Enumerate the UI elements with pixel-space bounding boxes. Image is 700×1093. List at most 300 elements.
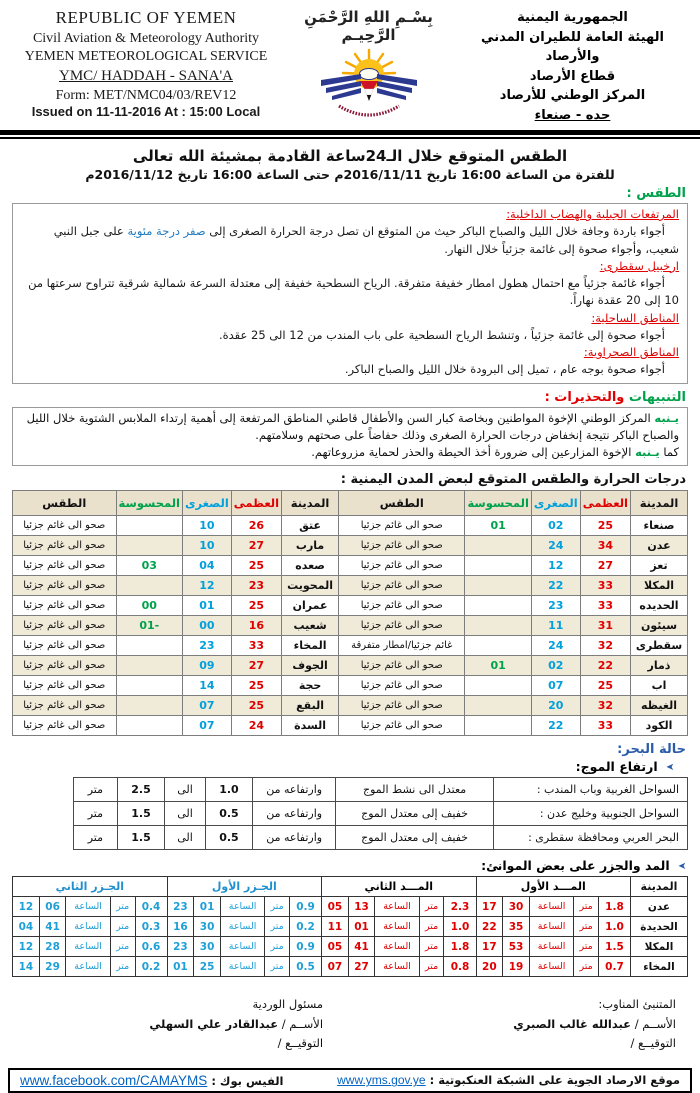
- temps-row: [13, 656, 688, 676]
- temps-cell-min: 24: [531, 636, 580, 656]
- temps-cell-city: سيئون: [631, 616, 688, 636]
- tide-minute: 30: [194, 937, 221, 957]
- tide-hour: 23: [167, 937, 194, 957]
- temps-cell-weather: صحو الى غائم جزئيا: [13, 596, 117, 616]
- temps-cell-max: 33: [580, 716, 630, 736]
- tide-height-m: 0.5: [290, 957, 322, 977]
- tide-meter-label: متر: [574, 937, 599, 957]
- facebook-link[interactable]: www.facebook.com/CAMAYMS: [20, 1072, 208, 1088]
- temps-cell-weather: صحو الى غائم جزئيا: [13, 536, 117, 556]
- temps-header-max: العظمى: [231, 491, 281, 516]
- sea-row: [74, 826, 688, 850]
- tide-hour-label: الساعة: [529, 917, 573, 937]
- temps-cell-max: 33: [231, 636, 281, 656]
- tide-hour-label: الساعة: [66, 917, 110, 937]
- temps-cell-min: 10: [182, 536, 231, 556]
- temps-cell-city: الحديده: [631, 596, 688, 616]
- temps-cell-weather: صحو الى غائم جزئيا: [339, 536, 465, 556]
- tide-meter-label: متر: [265, 937, 290, 957]
- shift-sign-label: التوقيــع /: [277, 1036, 324, 1051]
- temps-cell-weather: صحو الى غائم جزئيا: [339, 676, 465, 696]
- temps-cell-max: 27: [231, 656, 281, 676]
- temps-cell-max: 25: [231, 556, 281, 576]
- tide-hour-label: الساعة: [375, 917, 419, 937]
- wave-height-table: [73, 777, 688, 850]
- tide-height-m: 0.9: [290, 897, 322, 917]
- shift-supervisor-signature-block: [24, 995, 363, 1054]
- tide-height-m: 1.5: [598, 937, 630, 957]
- forecaster-sign-label: التوقيــع /: [630, 1036, 676, 1051]
- sea-region-name: السواحل الغربية وباب المندب :: [494, 778, 688, 802]
- temps-cell-max: 34: [580, 536, 630, 556]
- weather-section-label: الطقس :: [626, 186, 686, 201]
- tide-hour-label: الساعة: [66, 897, 110, 917]
- temps-cell-city: شعيب: [282, 616, 339, 636]
- temps-cell-weather: صحو الى غائم جزئيا: [339, 696, 465, 716]
- temps-cell-city: الكود: [631, 716, 688, 736]
- temps-row: [13, 676, 688, 696]
- sea-unit: متر: [74, 778, 118, 802]
- sea-height-from: 0.5: [205, 802, 253, 826]
- temps-header-min: الصغرى: [182, 491, 231, 516]
- sea-to-word: الى: [165, 802, 205, 826]
- tide-city-name: عدن: [631, 897, 688, 917]
- temps-cell-min: 01: [182, 596, 231, 616]
- temps-cell-min: 11: [531, 616, 580, 636]
- tide-meter-label: متر: [265, 917, 290, 937]
- shift-name-line: [24, 1015, 323, 1035]
- tide-header-group: الجـزر الثاني: [13, 877, 168, 897]
- tide-meter-label: متر: [574, 957, 599, 977]
- temps-cell-max: 25: [231, 696, 281, 716]
- temps-cell-weather: غائم جزئيا/امطار متفرقة: [339, 636, 465, 656]
- temps-cell-max: 31: [580, 616, 630, 636]
- temps-cell-feels: [465, 536, 531, 556]
- tide-meter-label: متر: [574, 917, 599, 937]
- temps-header-city: المدينة: [631, 491, 688, 516]
- temps-cell-weather: صحو الى غائم جزئيا: [13, 676, 117, 696]
- temps-header-max: العظمى: [580, 491, 630, 516]
- temps-cell-city: عدن: [631, 536, 688, 556]
- sea-to-word: الى: [165, 826, 205, 850]
- sea-state-description: خفيف إلى معتدل الموج: [336, 802, 494, 826]
- tide-height-m: 0.7: [598, 957, 630, 977]
- tide-hour: 12: [13, 897, 40, 917]
- tide-hour-label: الساعة: [220, 937, 264, 957]
- tide-meter-label: متر: [419, 897, 444, 917]
- temps-cell-weather: صحو الى غائم جزئيا: [13, 716, 117, 736]
- tide-hour-label: الساعة: [220, 917, 264, 937]
- temps-header-weather: الطقس: [339, 491, 465, 516]
- temps-cell-min: 12: [531, 556, 580, 576]
- tide-row: [13, 957, 688, 977]
- tide-hour: 22: [476, 917, 503, 937]
- footer-links-bar: [8, 1068, 692, 1093]
- temps-cell-weather: صحو الى غائم جزئيا: [13, 576, 117, 596]
- tide-minute: 25: [194, 957, 221, 977]
- issued-datetime: Issued on 11-11-2016 At : 15:00 Local: [31, 104, 261, 119]
- temps-cell-max: 33: [580, 576, 630, 596]
- tide-meter-label: متر: [419, 937, 444, 957]
- tide-hour-label: الساعة: [220, 957, 264, 977]
- temps-cell-min: 23: [531, 596, 580, 616]
- tide-header-group: المـــد الأول: [476, 877, 630, 897]
- tide-hour: 17: [476, 937, 503, 957]
- bismillah-calligraphy: بِسْـمِ اللهِ الرَّحْمَنِ الرَّحِيـم: [304, 8, 433, 44]
- english-header: [10, 8, 282, 119]
- temps-cell-city: صعده: [282, 556, 339, 576]
- arrow-bullet-icon: ➤: [665, 762, 674, 774]
- tide-height-m: 1.8: [598, 897, 630, 917]
- temps-cell-max: 27: [231, 536, 281, 556]
- sea-row: [74, 778, 688, 802]
- temps-cell-city: البقع: [282, 696, 339, 716]
- temps-header-row: [13, 491, 688, 516]
- temps-cell-feels: 01: [465, 656, 531, 676]
- desert-heading: المناطق الصحراوية:: [583, 345, 679, 359]
- temps-row: [13, 636, 688, 656]
- temperatures-title: درجات الحرارة والطقس المتوقع لبعض المدن اليمنية :: [340, 472, 686, 488]
- temps-cell-city: الغيظه: [631, 696, 688, 716]
- tide-meter-label: متر: [574, 897, 599, 917]
- notify-word-1: يـنبه: [654, 410, 679, 425]
- temps-cell-city: المكلا: [631, 576, 688, 596]
- socotra-heading: ارخبيل سقطرى:: [599, 258, 679, 273]
- temps-cell-weather: صحو الى غائم جزئيا: [339, 656, 465, 676]
- tide-city-name: المخاء: [631, 957, 688, 977]
- tide-hour: 23: [167, 897, 194, 917]
- temps-cell-city: حجة: [282, 676, 339, 696]
- service-name-en: YEMEN METEOROLOGICAL SERVICE: [24, 49, 268, 64]
- temps-cell-feels: 00: [116, 596, 182, 616]
- tide-hour: 05: [322, 937, 349, 957]
- temps-cell-max: 25: [231, 596, 281, 616]
- temps-header-feels: المحسوسة: [465, 491, 531, 516]
- temps-cell-weather: صحو الى غائم جزئيا: [13, 636, 117, 656]
- temps-cell-min: 23: [182, 636, 231, 656]
- temps-cell-max: 23: [231, 576, 281, 596]
- sea-height-to: 1.5: [117, 802, 165, 826]
- temps-cell-feels: -01: [116, 616, 182, 636]
- temps-cell-feels: 01: [465, 516, 531, 536]
- tide-minute: 29: [39, 957, 66, 977]
- tide-height-m: 1.0: [444, 917, 476, 937]
- tide-hour-label: الساعة: [66, 957, 110, 977]
- tide-minute: 19: [503, 957, 530, 977]
- temps-cell-min: 02: [531, 656, 580, 676]
- tides-label: المد والجزر على بعض الموانئ:: [481, 858, 670, 874]
- temps-cell-feels: [116, 576, 182, 596]
- sea-height-prefix: وارتفاعه من: [253, 826, 336, 850]
- tide-minute: 01: [194, 897, 221, 917]
- temps-cell-max: 25: [231, 676, 281, 696]
- temps-cell-max: 27: [580, 556, 630, 576]
- tide-row: [13, 937, 688, 957]
- temps-cell-feels: [465, 716, 531, 736]
- temps-cell-min: 07: [182, 716, 231, 736]
- tide-hour-label: الساعة: [375, 897, 419, 917]
- notify-word-2: يـنبه: [635, 445, 660, 459]
- shift-role: مسئول الوردية: [252, 997, 324, 1012]
- tide-minute: 30: [503, 897, 530, 917]
- arrow-bullet-icon: ➤: [677, 861, 686, 873]
- temps-row: [13, 696, 688, 716]
- signatures: [0, 977, 700, 1058]
- temps-cell-max: 24: [231, 716, 281, 736]
- temps-cell-max: 25: [580, 676, 630, 696]
- forecaster-name: عبدالله غالب الصبري: [513, 1016, 632, 1031]
- warning-farmers: [21, 444, 679, 461]
- tide-hour: 07: [322, 957, 349, 977]
- temps-cell-weather: صحو الى غائم جزئيا: [339, 616, 465, 636]
- coastal-heading: المناطق الساحلية:: [591, 310, 679, 325]
- warnings-box: [12, 407, 688, 467]
- temps-cell-min: 07: [182, 696, 231, 716]
- meteorology-authority-logo: [317, 48, 421, 124]
- temps-cell-min: 00: [182, 616, 231, 636]
- temps-cell-min: 20: [531, 696, 580, 716]
- desert-forecast: أجواء صحوة بوجه عام ، تميل إلى البرودة خلال الليل والصباح الباكر.: [344, 362, 665, 377]
- tide-height-m: 0.2: [290, 917, 322, 937]
- notify-prefix-2: كما: [659, 445, 679, 459]
- temps-cell-city: عمران: [282, 596, 339, 616]
- tide-hour: 17: [476, 897, 503, 917]
- tide-hour-label: الساعة: [529, 957, 573, 977]
- temps-cell-weather: صحو الى غائم جزئيا: [13, 616, 117, 636]
- name-label: الأســم /: [634, 1016, 676, 1031]
- forecaster-role: المتنبئ المناوب:: [598, 997, 676, 1012]
- tide-height-m: 1.0: [598, 917, 630, 937]
- mountains-text-after: على جبل النبي شعيب، وأجواء صحوة إلى غائمة جزئياً خلال النهار.: [53, 224, 679, 256]
- tide-height-m: 0.9: [290, 937, 322, 957]
- tide-hour: 04: [13, 917, 40, 937]
- forecast-period: للفترة من الساعة 16:00 تاريخ 2016/11/11م حتى الساعة 16:00 تاريخ 2016/11/12م: [85, 167, 615, 182]
- tide-header-row: [13, 877, 688, 897]
- temps-cell-max: 22: [580, 656, 630, 676]
- tide-meter-label: متر: [110, 937, 135, 957]
- tide-height-m: 1.8: [444, 937, 476, 957]
- temps-cell-feels: [465, 576, 531, 596]
- document-header: [0, 0, 700, 128]
- tide-hour-label: الساعة: [375, 937, 419, 957]
- temps-cell-city: المخاء: [282, 636, 339, 656]
- tides-subtitle: [0, 858, 700, 873]
- tide-hour: 12: [13, 937, 40, 957]
- temps-cell-min: 12: [182, 576, 231, 596]
- tide-minute: 30: [194, 917, 221, 937]
- country-name-ar: الجمهورية اليمنية: [517, 10, 628, 25]
- facebook-group: [20, 1073, 284, 1088]
- temps-header-weather: الطقس: [13, 491, 117, 516]
- zero-celsius-highlight: صفر درجة مئوية: [127, 224, 206, 239]
- tide-header-group: المـــد الثاني: [322, 877, 476, 897]
- header-center: [282, 8, 455, 128]
- tide-hour: 11: [322, 917, 349, 937]
- tide-meter-label: متر: [110, 897, 135, 917]
- tide-hour-label: الساعة: [529, 937, 573, 957]
- temps-cell-feels: 03: [116, 556, 182, 576]
- sea-height-to: 2.5: [117, 778, 165, 802]
- sea-state-description: خفيف إلى معتدل الموج: [336, 826, 494, 850]
- temps-header-min: الصغرى: [531, 491, 580, 516]
- temps-cell-min: 22: [531, 576, 580, 596]
- temps-cell-min: 14: [182, 676, 231, 696]
- temps-cell-min: 24: [531, 536, 580, 556]
- temps-cell-feels: [116, 656, 182, 676]
- temps-cell-min: 02: [531, 516, 580, 536]
- facebook-label: الفيس بوك :: [211, 1073, 284, 1088]
- temps-cell-feels: [116, 716, 182, 736]
- temps-cell-weather: صحو الى غائم جزئيا: [339, 556, 465, 576]
- sea-unit: متر: [74, 826, 118, 850]
- authority-name-ar: الهيئة العامة للطيران المدني والأرصاد: [481, 29, 664, 64]
- warning-farmers-text: الإخوة المزارعين إلى ضرورة أخذ الحيطة والحذر لحماية مزروعاتهم.: [311, 445, 636, 459]
- temps-cell-feels: [465, 636, 531, 656]
- temps-cell-weather: صحو الى غائم جزئيا: [339, 596, 465, 616]
- tide-header-group: الجـزر الأول: [167, 877, 321, 897]
- temps-cell-city: المحويت: [282, 576, 339, 596]
- temps-cell-city: الجوف: [282, 656, 339, 676]
- sea-unit: متر: [74, 802, 118, 826]
- temps-cell-feels: [465, 696, 531, 716]
- sea-region-name: البحر العربي ومحافظة سقطرى :: [494, 826, 688, 850]
- sector-name-ar: قطاع الأرصاد: [529, 68, 616, 84]
- temps-row: [13, 716, 688, 736]
- forecaster-name-line: [363, 1015, 676, 1035]
- temps-cell-city: اب: [631, 676, 688, 696]
- sea-height-prefix: وارتفاعه من: [253, 802, 336, 826]
- tide-height-m: 0.2: [135, 957, 167, 977]
- temps-row: [13, 576, 688, 596]
- temps-cell-min: 07: [531, 676, 580, 696]
- tide-meter-label: متر: [419, 957, 444, 977]
- website-label: موقع الارصاد الجوية على الشبكة العنكبوتية :: [429, 1073, 680, 1088]
- sea-height-to: 1.5: [117, 826, 165, 850]
- temps-cell-min: 09: [182, 656, 231, 676]
- tide-height-m: 2.3: [444, 897, 476, 917]
- temps-cell-weather: صحو الى غائم جزئيا: [339, 716, 465, 736]
- socotra-forecast: أجواء غائمة جزئياً مع احتمال هطول امطار خفيفة متفرقة. الرياح السطحية خفيفة إلى معتدلة السرعة شمالية شرقية تتراوح سرعتها من 10 إلى 20 عقدة نهاراً.: [28, 276, 679, 308]
- temps-cell-city: سقطرى: [631, 636, 688, 656]
- form-number: Form: MET/NMC04/03/REV12: [55, 88, 237, 103]
- temps-cell-feels: [116, 696, 182, 716]
- tide-minute: 41: [348, 937, 375, 957]
- temps-cell-feels: [116, 536, 182, 556]
- tide-hour-label: الساعة: [375, 957, 419, 977]
- temps-cell-feels: [465, 556, 531, 576]
- tide-meter-label: متر: [110, 957, 135, 977]
- temps-header-feels: المحسوسة: [116, 491, 182, 516]
- tide-hour: 20: [476, 957, 503, 977]
- tide-hour: 01: [167, 957, 194, 977]
- sea-height-prefix: وارتفاعه من: [253, 778, 336, 802]
- sea-height-from: 0.5: [205, 826, 253, 850]
- temps-row: [13, 536, 688, 556]
- temps-cell-city: ذمار: [631, 656, 688, 676]
- wave-height-label: ارتفاع الموج:: [575, 759, 658, 775]
- center-name-ar: المركز الوطني للأرصاد: [499, 88, 646, 103]
- tide-meter-label: متر: [110, 917, 135, 937]
- tide-height-m: 0.3: [135, 917, 167, 937]
- wave-height-subtitle: [0, 759, 700, 774]
- temps-row: [13, 516, 688, 536]
- bulletin-title: الطقس المتوقع خلال الـ24ساعة القادمة بمشيئة الله تعالى: [132, 147, 568, 165]
- sea-state-description: معتدل الى نشط الموج: [336, 778, 494, 802]
- tide-hour-label: الساعة: [220, 897, 264, 917]
- tide-city-name: المكلا: [631, 937, 688, 957]
- sea-height-from: 1.0: [205, 778, 253, 802]
- warning-citizens: [21, 410, 679, 445]
- arabic-header: [455, 8, 690, 125]
- shift-name: عبدالقادر علي السهلي: [149, 1016, 279, 1031]
- temps-cell-min: 04: [182, 556, 231, 576]
- temps-row: [13, 596, 688, 616]
- name-label: الأســم /: [281, 1016, 324, 1031]
- tide-height-m: 0.4: [135, 897, 167, 917]
- temps-cell-city: عتق: [282, 516, 339, 536]
- temps-cell-feels: [465, 596, 531, 616]
- forecaster-signature-block: [363, 995, 676, 1054]
- temps-cell-weather: صحو الى غائم جزئيا: [339, 576, 465, 596]
- tide-height-m: 0.6: [135, 937, 167, 957]
- warning-citizens-text: المركز الوطني الإخوة المواطنين وبخاصة كبار السن والأطفال قاطني المناطق المرتفعة إلى أهمية إرتداء الملابس الشتوية خلال الليل والصباح الباكر نتيجة إنخفاض درجات الحرارة الصغرى وذلك حفاضاً على صحتهم وسلامتهم.: [26, 410, 679, 442]
- temps-cell-city: صنعاء: [631, 516, 688, 536]
- country-name-en: REPUBLIC OF YEMEN: [55, 8, 237, 27]
- mountains-forecast: [21, 223, 679, 258]
- temps-row: [13, 556, 688, 576]
- location-ar: حده - صنعاء: [534, 107, 611, 123]
- header-divider: [0, 130, 700, 139]
- temps-cell-city: مارب: [282, 536, 339, 556]
- temps-cell-feels: [116, 516, 182, 536]
- website-link[interactable]: www.yms.gov.ye: [337, 1073, 426, 1088]
- mountains-heading: المرتفعات الجبلية والهضاب الداخلية:: [506, 207, 679, 221]
- warnings-label-red: والتحذيرات :: [544, 389, 629, 405]
- temps-cell-min: 10: [182, 516, 231, 536]
- sea-row: [74, 802, 688, 826]
- temps-cell-weather: صحو الى غائم جزئيا: [13, 696, 117, 716]
- tide-hour: 16: [167, 917, 194, 937]
- warnings-label-green: التنبيهات: [628, 389, 686, 405]
- temps-cell-feels: [465, 676, 531, 696]
- temps-cell-max: 26: [231, 516, 281, 536]
- tides-table: [12, 876, 688, 977]
- tide-minute: 41: [39, 917, 66, 937]
- tide-hour: 05: [322, 897, 349, 917]
- tide-hour-label: الساعة: [66, 937, 110, 957]
- tide-minute: 01: [348, 917, 375, 937]
- temps-cell-max: 25: [580, 516, 630, 536]
- temps-row: [13, 616, 688, 636]
- tide-row: [13, 897, 688, 917]
- temps-cell-weather: صحو الى غائم جزئيا: [13, 656, 117, 676]
- website-group: [337, 1073, 680, 1087]
- tide-minute: 13: [348, 897, 375, 917]
- tide-meter-label: متر: [265, 957, 290, 977]
- tide-hour-label: الساعة: [529, 897, 573, 917]
- temps-cell-max: 16: [231, 616, 281, 636]
- city-temperatures-table: [12, 490, 688, 736]
- temps-cell-weather: صحو الى غائم جزئيا: [13, 556, 117, 576]
- coastal-forecast: أجواء صحوة إلى غائمة جزئياً ، وتنشط الرياح السطحية على باب المندب من 12 الى 25 عقدة.: [218, 327, 665, 342]
- sea-state-title: حالة البحر:: [617, 742, 686, 758]
- temps-cell-feels: [116, 676, 182, 696]
- authority-name-en: Civil Aviation & Meteorology Authority: [32, 31, 260, 46]
- tide-minute: 27: [348, 957, 375, 977]
- tide-meter-label: متر: [419, 917, 444, 937]
- temps-cell-weather: صحو الى غائم جزئيا: [339, 516, 465, 536]
- warnings-section-label: [0, 390, 700, 405]
